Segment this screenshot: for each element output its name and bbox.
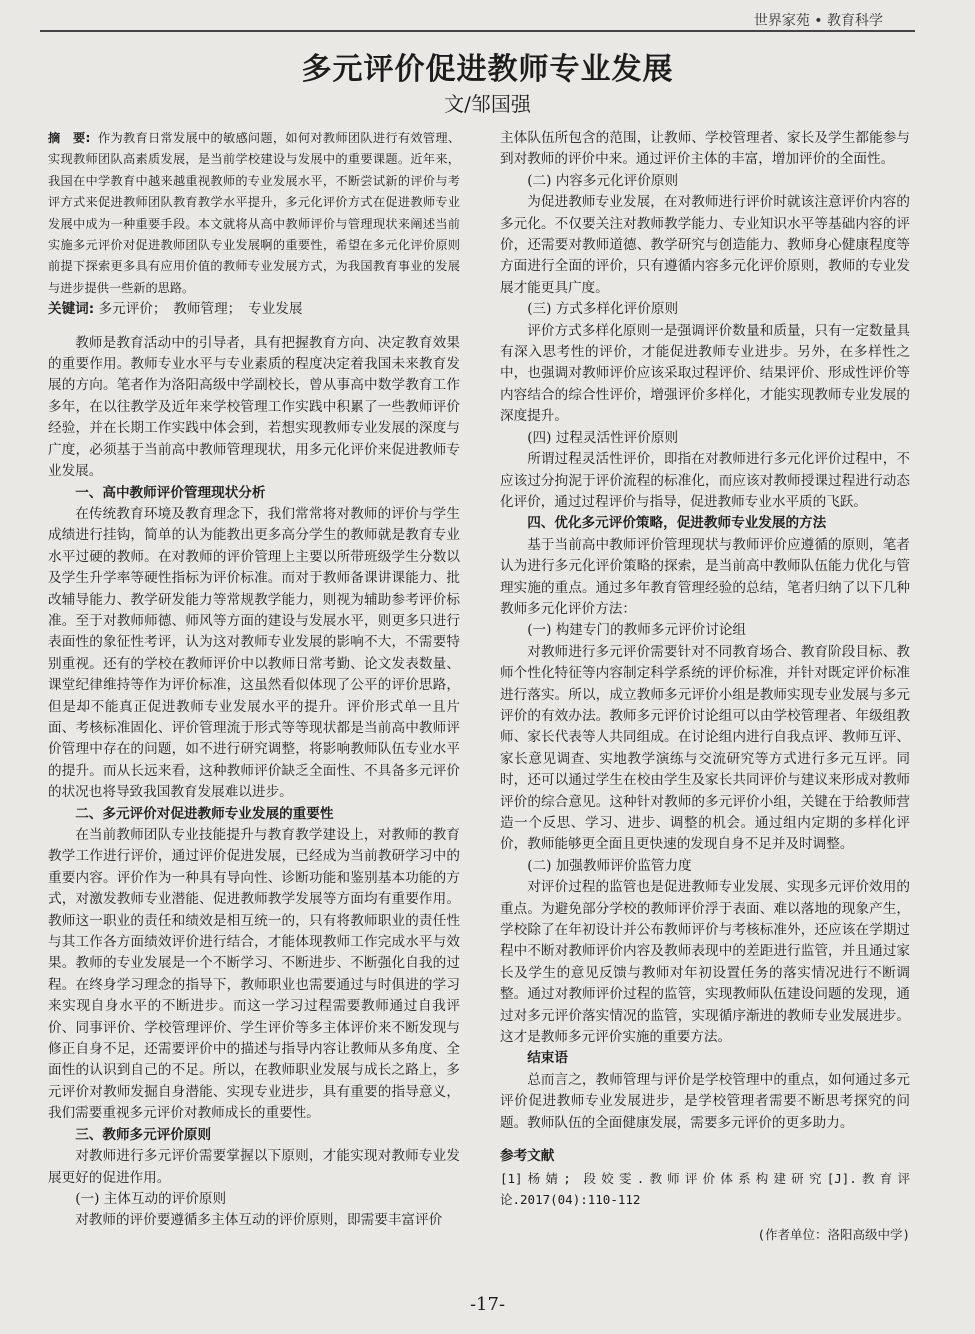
paragraph: 对教师进行多元评价需要针对不同教育场合、教育阶段目标、教师个性化特征等内容制定科学系统的评价标准，并针对既定评价标准进行落实。所以，成立教师多元评价小组是教师实现专业发展与多元评价的有效办法。教师多元评价讨论组可以由学校管理者、年级组教师、家长代表等人共同组成。在讨论组内进行自我点评、教师互评、家长意见调查、实地教学演练与交流研究等方式进行多元互评。同时，还可以通过学生在校由学生及家长共同评价与建议来形成对教师评价的综合意见。这种针对教师的多元评价小组，关键在于给教师营造一个反思、学习、进步、调整的机会。通过组内定期的多样化评价，教师能够更全面且更快速的发现自身不足并及时调整。 — [500, 643, 910, 853]
abstract — [48, 128, 460, 299]
section-heading: 结束语 — [527, 1050, 568, 1067]
keywords — [48, 299, 460, 320]
left-column — [48, 128, 460, 1232]
section-heading: 三、教师多元评价原则 — [75, 1126, 212, 1143]
paragraph: 所谓过程灵活性评价，即指在对教师进行多元化评价过程中，不应该过分拘泥于评价流程的标准化，而应该对教师授课过程进行动态化评价，通过过程评价与指导，促进教师专业水平质的飞跃。 — [500, 451, 910, 510]
header-rule — [40, 30, 915, 32]
references — [500, 1146, 910, 1210]
right-body — [500, 128, 910, 1134]
paragraph: 主体队伍所包含的范围，让教师、学校管理者、家长及学生都能参与到对教师的评价中来。通过评价主体的丰富，增加评价的全面性。 — [500, 130, 910, 168]
page-number: -17- — [469, 1294, 506, 1315]
author-unit: (作者单位：洛阳高级中学) — [757, 1227, 910, 1243]
section-heading: 一、高中教师评价管理现状分析 — [75, 484, 266, 501]
left-body — [48, 333, 460, 1232]
paragraph: 对教师进行多元评价需要掌握以下原则，才能实现对教师专业发展更好的促进作用。 — [48, 1148, 460, 1186]
references-title: 参考文献 — [500, 1148, 555, 1165]
journal-header: 世界家苑 • 教育科学 — [753, 13, 883, 29]
subsection-heading: (一) 主体互动的评价原则 — [75, 1190, 227, 1207]
article-author: 文/邹国强 — [444, 92, 531, 116]
paragraph: 对教师的评价要遵循多主体互动的评价原则，即需要丰富评价 — [75, 1212, 443, 1229]
keywords-text: 多元评价； 教师管理； 专业发展 — [98, 301, 303, 318]
section-heading: 四、优化多元评价策略，促进教师专业发展的方法 — [527, 515, 827, 532]
paragraph: 基于当前高中教师评价管理现状与教师评价应遵循的原则，笔者认为进行多元化评价策略的探索，是当前高中教师队伍能力优化与管理实施的重点。通过多年教育管理经验的总结，笔者归纳了以下几种教师多元化评价方法： — [500, 536, 910, 617]
keywords-label: 关键词: — [48, 301, 95, 318]
section-heading: 二、多元评价对促进教师专业发展的重要性 — [75, 805, 334, 822]
abstract-label: 摘 要: — [48, 131, 91, 145]
paragraph: 在当前教师团队专业技能提升与教育教学建设上，对教师的教育教学工作进行评价，通过评价促进发展，已经成为当前教研学习中的重要内容。评价作为一种具有导向性、诊断功能和鉴别基本功能的方式，对激发教师专业潜能、促进教师教学发展等方面均有重要作用。教师这一职业的责任和绩效是相互统一的，只有将教师职业的责任性与其工作各方面绩效评价进行结合，才能体现教师工作完成水平与效果。教师的专业发展是一个不断学习、不断进步、不断强化自我的过程。在终身学习理念的指导下，教师职业也需要通过与时俱进的学习来实现自身水平的不断进步。而这一学习过程需要教师通过自我评价、同事评价、学校管理评价、学生评价等多主体评价来不断发现与修正自身不足，还需要评价中的描述与指导内容让教师从多角度、全面性的认识到自己的不足。所以，在教师职业发展与成长之路上，多元评价对教师发掘自身潜能、实现专业进步，具有重要的指导意义，我们需要重视多元评价对教师成长的重要性。 — [48, 827, 460, 1122]
reference-item: [1]杨婧; 段姣雯.教师评价体系构建研究[J].教育评论.2017(04):110-112 — [500, 1170, 910, 1207]
subsection-heading: (四) 过程灵活性评价原则 — [527, 429, 679, 446]
paragraph: 在传统教育环境及教育理念下，我们常常将对教师的评价与学生成绩进行挂钩，简单的认为能教出更多高分学生的教师就是教育专业水平过硬的教师。在对教师的评价管理上主要以所带班级学生分数以及学生升学率等硬性指标为评价标准。而对于教师备课讲课能力、批改辅导能力、教学研发能力等常规教学能力，则视为辅助参考评价标准。至于对教师师德、师风等方面的建设与发展水平，则更多只进行表面性的象征性考评，认为这对教师专业发展的影响不大，不需要特别重视。还有的学校在教师评价中以教师日常考勤、论文发表数量、课堂纪律维持等作为评价标准，这虽然看似体现了公平的评价思路，但是却不能真正促进教师专业发展水平的提升。评价形式单一且片面、考核标准固化、评价管理流于形式等等现状都是当前高中教师评价管理中存在的问题，如不进行研究调整，将影响教师队伍专业水平的提升。而从长远来看，这种教师评价缺乏全面性、不具备多元评价的状况也将导致我国教育发展难以进步。 — [48, 505, 460, 801]
paragraph: 对评价过程的监管也是促进教师专业发展、实现多元评价效用的重点。为避免部分学校的教师评价浮于表面、难以落地的现象产生，学校除了在年初设计并公布教师评价与考核标准外，还应该在学期过程中不断对教师评价内容及教师表现中的差距进行监管，并且通过家长及学生的意见反馈与教师对年初设置任务的落实情况进行不断调整。通过对教师评价过程的监管，实现教师队伍建设问题的发现，通过对多元评价落实情况的监管，实现循序渐进的教师专业发展进步。这才是教师多元评价实施的重要方法。 — [500, 879, 910, 1046]
paragraph: 为促进教师专业发展，在对教师进行评价时就该注意评价内容的多元化。不仅要关注对教师教学能力、专业知识水平等基础内容的评价，还需要对教师道德、教学研究与创造能力、教师身心健康程度等方面进行全面的评价，只有遵循内容多元化评价原则，教师的专业发展才能更具广度。 — [500, 194, 910, 296]
abstract-text: 作为教育日常发展中的敏感问题，如何对教师团队进行有效管理、实现教师团队高素质发展，是当前学校建设与发展中的重要课题。近年来，我国在中学教育中越来越重视教师的专业发展水平，不断尝试新的评价与考评方式来促进教师团队教育教学水平提升，多元化评价方式在促进教师专业发展中成为一种重要手段。本文就将从高中教师评价与管理现状来阐述当前实施多元评价对促进教师团队专业发展啊的重要性，希望在多元化评价原则前提下探索更多具有应用价值的教师专业发展方式，为我国教育事业的发展与进步提供一些新的思路。 — [48, 131, 461, 295]
article-title: 多元评价促进教师专业发展 — [301, 52, 674, 87]
subsection-heading: (二) 加强教师评价监管力度 — [527, 857, 692, 874]
paragraph: 总而言之，教师管理与评价是学校管理中的重点，如何通过多元评价促进教师专业发展进步，是学校管理者需要不断思考探究的问题。教师队伍的全面健康发展，需要多元评价的更多助力。 — [500, 1071, 910, 1131]
subsection-heading: (一) 构建专门的教师多元评价讨论组 — [527, 622, 747, 639]
paragraph: 教师是教育活动中的引导者，具有把握教育方向、决定教育效果的重要作用。教师专业水平与专业素质的程度决定着我国未来教育发展的方向。笔者作为洛阳高级中学副校长，曾从事高中数学教育工作多年，在以往教学及近年来学校管理工作实践中积累了一些教师评价经验，并在长期工作实践中体会到，若想实现教师专业发展的深度与广度，必须基于当前高中教师管理现状，用多元化评价来促进教师专业发展。 — [48, 334, 460, 480]
paragraph: 评价方式多样化原则一是强调评价数量和质量，只有一定数量具有深入思考性的评价，才能促进教师专业进步。另外，在多样性之中，也强调对教师评价应该采取过程评价、结果评价、形成性评价等内容结合的综合性评价，增强评价多样化，才能实现教师专业发展的深度提升。 — [500, 322, 910, 425]
subsection-heading: (二) 内容多元化评价原则 — [527, 172, 679, 189]
right-column — [500, 128, 910, 1246]
subsection-heading: (三) 方式多样化评价原则 — [527, 301, 679, 318]
